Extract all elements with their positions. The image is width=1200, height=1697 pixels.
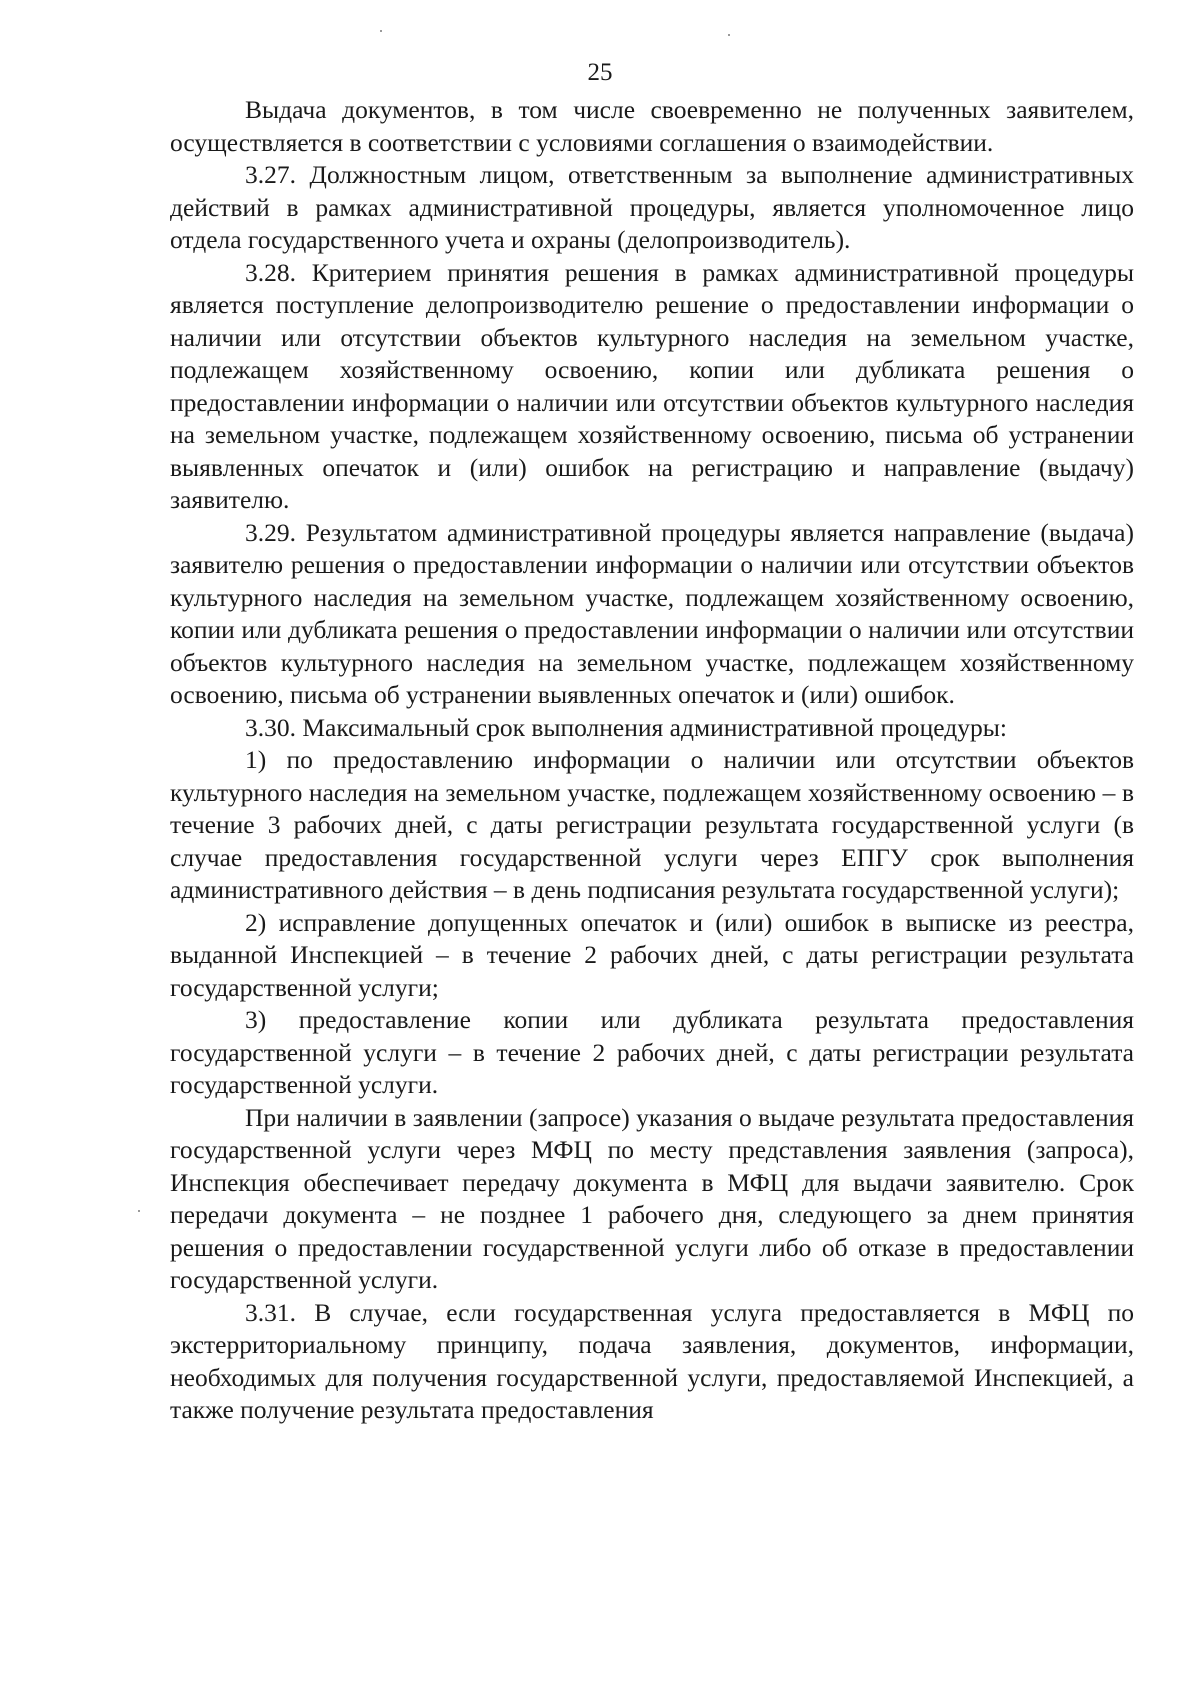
paragraph-mfc-transfer: При наличии в заявлении (запросе) указания о выдаче результата предоставления государственной услуги через МФЦ по месту представления заявления (запроса), Инспекция обеспечивает передачу документа в МФЦ для выдачи заявителю. Срок передачи документа – не позднее 1 рабочего дня, следующего за днем принятия решения о предоставлении государственной услуги либо об отказе в предоставлении государственной услуги. [170, 1102, 1134, 1294]
list-item-2: 2) исправление допущенных опечаток и (или) ошибок в выписке из реестра, выданной Инспекцией – в течение 2 рабочих дней, с даты регистрации результата государственной услуги; [170, 907, 1134, 1002]
scan-speck [728, 34, 730, 36]
paragraph-3-30: 3.30. Максимальный срок выполнения административной процедуры: [245, 712, 1007, 742]
paragraph-3-31: 3.31. В случае, если государственная услуга предоставляется в МФЦ по экстерриториальному принципу, подача заявления, документов, информации, необходимых для получения государственной услуги, предоставляемой Инспекцией, а также получение результата предоставления [170, 1297, 1134, 1424]
page-number: 25 [587, 59, 613, 86]
paragraph-3-29: 3.29. Результатом административной процедуры является направление (выдача) заявителю решения о предоставлении информации о наличии или отсутствии объектов культурного наследия на земельном участке, подлежащем хозяйственному освоению, копии или дубликата решения о предоставлении информации о наличии или отсутствии объектов культурного наследия на земельном участке, подлежащем хозяйственному освоению, письма об устранении выявленных опечаток и (или) ошибок. [170, 517, 1134, 709]
document-body [170, 94, 1134, 1427]
scan-speck [138, 1210, 140, 1212]
paragraph-3-27: 3.27. Должностным лицом, ответственным за выполнение административных действий в рамках административной процедуры, является уполномоченное лицо отдела государственного учета и охраны (делопроизводитель). [170, 160, 1134, 254]
paragraph-issuance: Выдача документов, в том числе своевременно не полученных заявителем, осуществляется в соответствии с условиями соглашения о взаимодействии. [170, 95, 1134, 157]
scan-speck [380, 30, 382, 32]
list-item-3: 3) предоставление копии или дубликата результата предоставления государственной услуги – в течение 2 рабочих дней, с даты регистрации результата государственной услуги. [170, 1005, 1134, 1099]
paragraph-3-28: 3.28. Критерием принятия решения в рамках административной процедуры является поступление делопроизводителю решение о предоставлении информации о наличии или отсутствии объектов культурного наследия на земельном участке, подлежащем хозяйственному освоению, копии или дубликата решения о предоставлении информации о наличии или отсутствии объектов культурного наследия на земельном участке, подлежащем хозяйственному освоению, письма об устранении выявленных опечаток и (или) ошибок на регистрацию и направление (выдачу) заявителю. [170, 257, 1134, 514]
list-item-1: 1) по предоставлению информации о наличии или отсутствии объектов культурного наследия на земельном участке, подлежащем хозяйственному освоению – в течение 3 рабочих дней, с даты регистрации результата государственной услуги (в случае предоставления государственной услуги через ЕПГУ срок выполнения административного действия – в день подписания результата государственной услуги); [170, 745, 1134, 904]
